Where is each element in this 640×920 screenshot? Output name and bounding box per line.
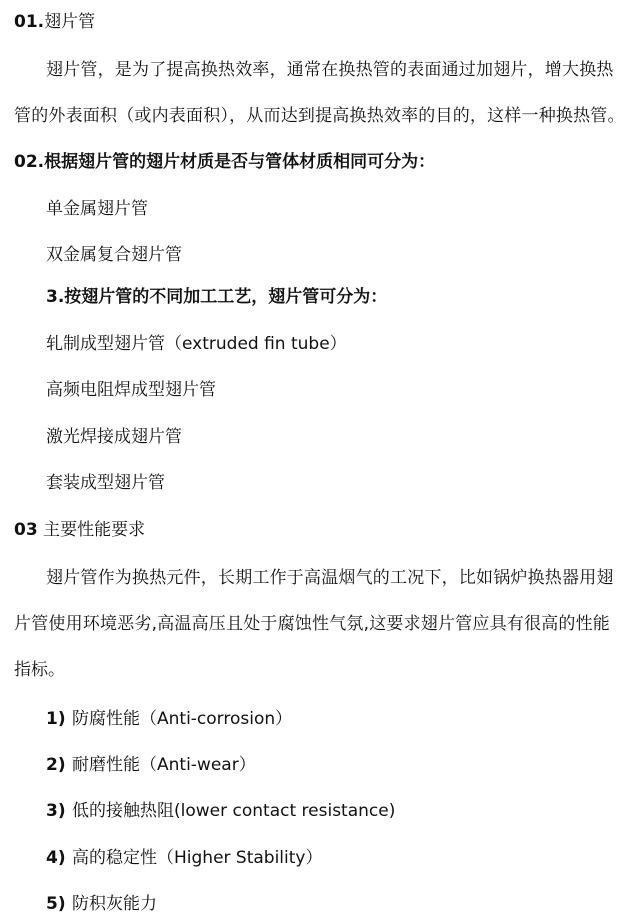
- section-2-item-1: 单金属翅片管: [46, 199, 148, 219]
- requirement-item: [46, 707, 640, 731]
- section-3-item-3: 激光焊接成翅片管: [46, 427, 182, 447]
- section-3-heading: 3.按翅片管的不同加工工艺，翅片管可分为：: [46, 287, 388, 307]
- requirement-text: 耐磨性能（Anti-wear）: [72, 755, 256, 775]
- requirement-number: 4): [46, 848, 66, 868]
- requirement-item: [46, 799, 640, 823]
- section-3-item-4: 套装成型翅片管: [46, 473, 165, 493]
- requirement-item: [46, 892, 640, 916]
- requirement-text: 防积灰能力: [72, 894, 157, 914]
- section-4-title: 主要性能要求: [37, 520, 146, 540]
- requirement-item: [46, 846, 640, 870]
- section-4-number: 03: [14, 520, 38, 540]
- section-1-paragraph-line-1: 翅片管，是为了提高换热效率，通常在换热管的表面通过加翅片，增大换热: [46, 60, 614, 80]
- requirement-number: 3): [46, 801, 66, 821]
- section-4-paragraph-line-3: 指标。: [14, 660, 65, 680]
- section-1-heading: [14, 10, 640, 34]
- requirement-number: 2): [46, 755, 66, 775]
- section-2-heading: [14, 150, 640, 174]
- section-2-title: 根据翅片管的翅片材质是否与管体材质相同可分为：: [44, 152, 436, 172]
- section-3-item-1: 轧制成型翅片管（extruded fin tube）: [46, 334, 347, 354]
- section-1-paragraph-line-2: 管的外表面积（或内表面积），从而达到提高换热效率的目的，这样一种换热管。: [14, 106, 625, 126]
- section-4-paragraph-line-2: 片管使用环境恶劣,高温高压且处于腐蚀性气氛,这要求翅片管应具有很高的性能: [14, 614, 611, 634]
- requirement-text: 低的接触热阻(lower contact resistance): [72, 801, 396, 821]
- requirement-item: [46, 753, 640, 777]
- section-3-item-2: 高频电阻焊成型翅片管: [46, 380, 216, 400]
- section-2-item-2: 双金属复合翅片管: [46, 245, 182, 265]
- section-2-number: 02.: [14, 152, 45, 172]
- requirement-number: 1): [46, 709, 66, 729]
- requirement-text: 高的稳定性（Higher Stability）: [72, 848, 323, 868]
- section-1-title: 翅片管: [44, 12, 96, 32]
- section-1-number: 01.: [14, 12, 45, 32]
- section-4-heading: [14, 518, 640, 542]
- section-4-paragraph-line-1: 翅片管作为换热元件，长期工作于高温烟气的工况下，比如锅炉换热器用翅: [46, 568, 614, 588]
- requirement-text: 防腐性能（Anti-corrosion）: [72, 709, 293, 729]
- requirement-number: 5): [46, 894, 66, 914]
